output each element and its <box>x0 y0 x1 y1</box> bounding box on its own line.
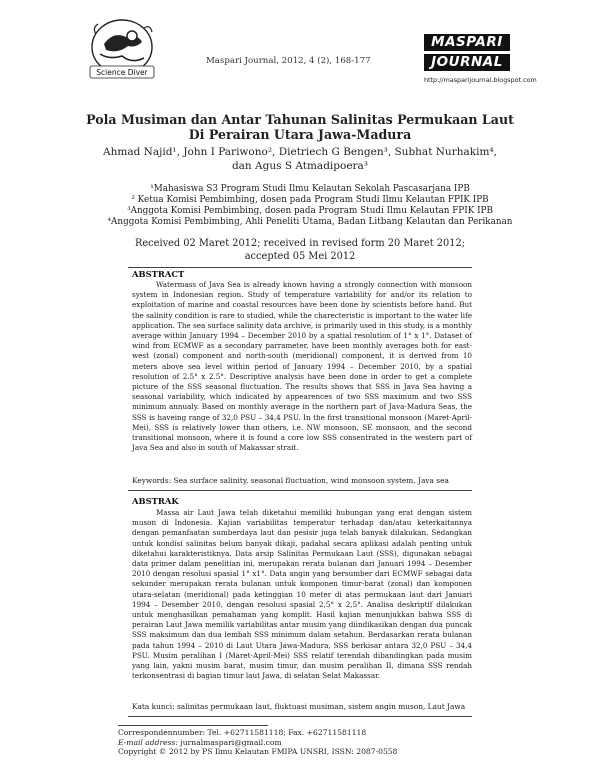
journal-reference: Maspari Journal, 2012, 4 (2), 168-177 <box>206 56 371 66</box>
maspari-journal-logo <box>424 34 537 86</box>
abstrak-paragraph: Massa air Laut Jawa telah diketahui memiliki hubungan yang erat dengan sistem muson di Indonesia. Kajian variabilitas temperatur terhadap dan/atau keterkaitannya dengan pemanfaatan sumberdaya laut dan pesisir juga telah banyak dilakukan. Sedangkan untuk kondisi salinitas belum banyak dikaji, padahal secara aplikasi adalah penting untuk diketahui karakteristiknya. Data arsip Salinitas Permukaan Laut (SSS), digunakan sebagai data primer dalam penelitian ini, merupakan rerata bulanan dari Januari 1994 – Desember 2010 dengan resolusi spasial 1° x1°. Data angin yang bersumber dari ECMWF sebagai data sekunder merupakan rerata bulanan untuk komponen timur-barat (zonal) dan komponen utara-selatan (meridional) pada ketinggian 10 meter di atas permukaan laut dari Januari 1994 – Desember 2010, dengan resolusi spasial 2,5° x 2,5°. Analisa deskriptif dilakukan untuk menghasilkan pemahaman yang komplit. Hasil kajian menunjukkan bahwa SSS di perairan Laut Jawa memilik variabilitas antar musim yang diindikasikan dengan dua puncak SSS maksimum dan dua lembah SSS minimum dalam setahun. Berdasarkan rerata bulanan pada tahun 1994 – 2010 di Laut Utara Jawa-Madura, SSS berkisar antara 32,0 PSU – 34,4 PSU. Musim peralihan I (Maret-April-Mei) SSS relatif terendah dibandingkan pada musim yang lain, yakni musim barat, musim timur, dan musim peralihan II, dimana SSS rendah terkonsentrasi di bagian timur laut Jawa, di selatan Selat Makassar. <box>132 508 472 681</box>
title-line-1: Pola Musiman dan Antar Tahunan Salinitas Permukaan Laut <box>86 112 514 127</box>
email-label: E-mail address: <box>118 737 178 747</box>
abstrak-bottom-rule <box>128 716 472 717</box>
article-dates <box>60 238 540 263</box>
abstrak-body <box>132 508 472 681</box>
article-title <box>60 112 540 142</box>
authors-line-1: Ahmad Najid¹, John I Pariwono², Dietriech G Bengen³, Subhat Nurhakim⁴, <box>103 146 497 158</box>
footer-rule <box>118 725 268 726</box>
logo-journal-text: JOURNAL <box>424 54 510 71</box>
abstract-bottom-rule <box>128 490 472 491</box>
keywords-english: Keywords: Sea surface salinity, seasonal fluctuation, wind monsoon system, Java sea <box>132 476 449 485</box>
copyright-line: Copyright © 2012 by PS Ilmu Kelautan FMIPA UNSRI, ISSN: 2087-0558 <box>118 747 398 757</box>
journal-url: http://masparijournal.blogspot.com <box>424 76 537 84</box>
affiliation-4: ⁴Anggota Komisi Pembimbing, Ahli Peneliti Utama, Badan Litbang Kelautan dan Perikanan <box>107 217 513 227</box>
science-diver-logo <box>82 14 162 84</box>
abstract-top-rule <box>128 267 472 268</box>
logo-maspari-text: MASPARI <box>424 34 510 51</box>
affiliation-2: ² Ketua Komisi Pembimbing, dosen pada Program Studi Ilmu Kelautan FPIK IPB <box>131 195 489 205</box>
keywords-indonesian: Kata kunci: salinitas permukaan laut, fluktuasi musiman, sistem angin muson, Laut Jawa <box>132 702 466 711</box>
affiliation-3: ³Anggota Komisi Pembimbing, dosen pada Program Studi Ilmu Kelautan FPIK IPB <box>127 206 493 216</box>
email-address[interactable]: jurnalmaspari@gmail.com <box>180 737 282 747</box>
author-list <box>60 146 540 173</box>
abstract-body <box>132 280 472 453</box>
email-line <box>118 738 478 748</box>
correspondence-line: Correspondennumber: Tel. +62711581118; Fax. +62711581118 <box>118 728 367 737</box>
abstract-paragraph: Watermass of Java Sea is already known having a strongly connection with monsoon system in Indonesian region. Study of temperature variability for and/or its relation to exploitation of marine and coastal resources have been done by scientists before hand. But the salinity condition is rare to studied, while the charecteristic is important to the water life application. The sea surface salinity data archive, is primarily used in this study, is a monthly average within January 1994 – December 2010 by a spatial resolution of 1° x 1°. Dataset of wind from ECMWF as a secondary parrameter, have been monthly averages both for east-west (zonal) component and north-south (meridional) component, it is derived from 10 meters above sea level within period of January 1994 – December 2010, by a spatial resolution of 2.5° x 2.5°. Descriptive analysis have been done in order to get a complete picture of the SSS seasonal fluctuation. The results shows that SSS in Java Sea having a seasonal variability, which indicated by appearences of two SSS maximum and two SSS minimum annualy. Based on monthly average in the northern part of Java-Madura Seas, the SSS is haveing range of 32,0 PSU – 34,4 PSU. In the first transitional monsoon (Maret-April-Mei), SSS is relatively lower than others, i.e. NW monsoon, SE monsoon, and the second transitional monsoon, where it is found a core low SSS consentrated in the western part of Java Sea and also in south of Makassar strait. <box>132 280 472 453</box>
abstract-heading: ABSTRACT <box>132 269 185 279</box>
affiliation-1: ¹Mahasiswa S3 Program Studi Ilmu Kelautan Sekolah Pascasarjana IPB <box>150 184 470 194</box>
logo-caption: Science Diver <box>96 68 148 77</box>
dates-line-1: Received 02 Maret 2012; received in revised form 20 Maret 2012; <box>134 238 465 249</box>
dates-line-2: accepted 05 Mei 2012 <box>244 250 356 262</box>
authors-line-2: dan Agus S Atmadipoera³ <box>231 159 369 172</box>
title-line-2: Di Perairan Utara Jawa-Madura <box>188 127 412 142</box>
footer <box>118 725 478 757</box>
affiliations <box>100 184 520 228</box>
diver-logo-icon <box>82 14 162 84</box>
abstrak-heading: ABSTRAK <box>132 496 179 506</box>
